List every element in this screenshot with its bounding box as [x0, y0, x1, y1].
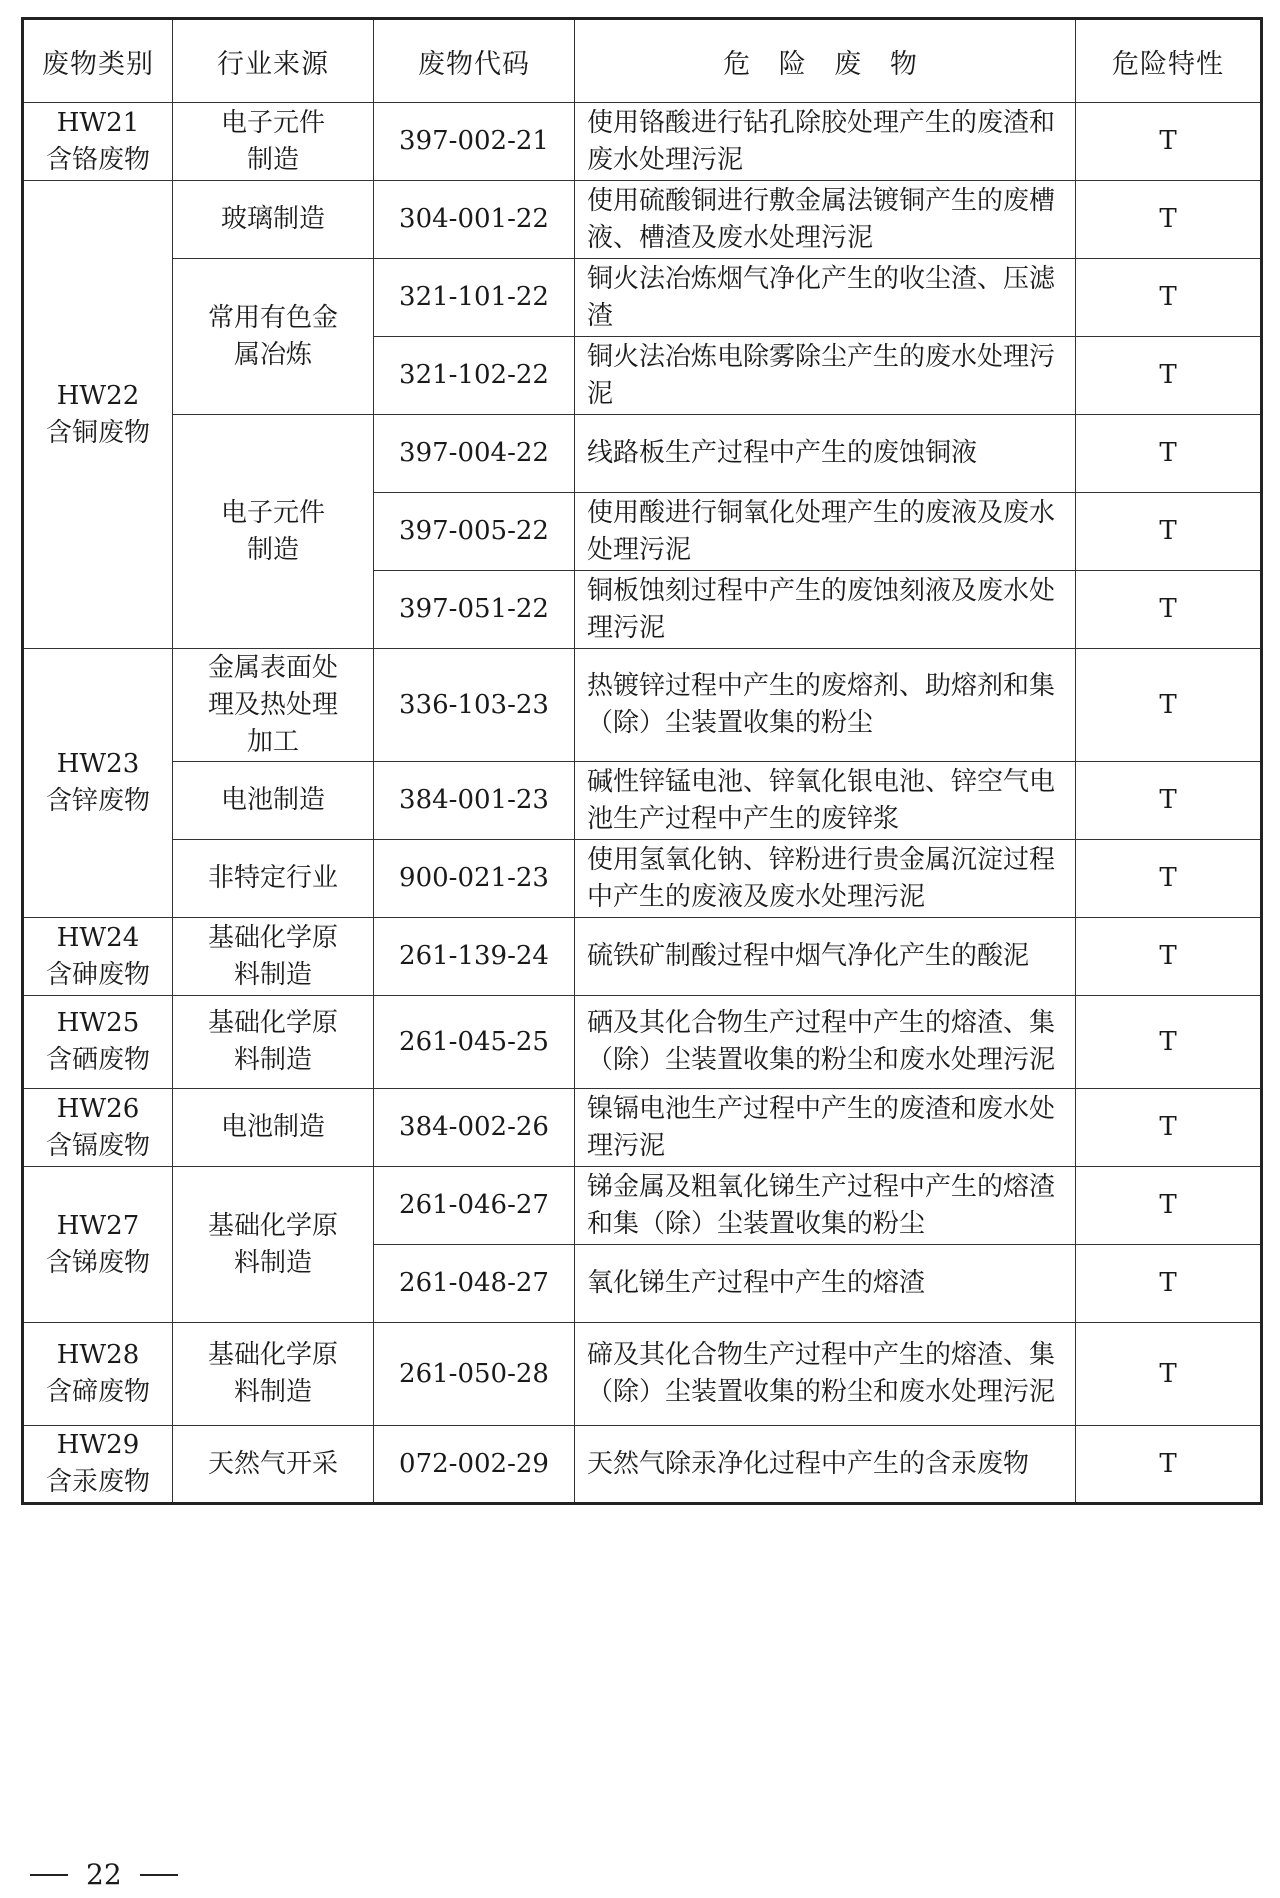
waste-category-cell	[23, 1089, 173, 1167]
hazardous-waste-description-cell: 使用氢氧化钠、锌粉进行贵金属沉淀过程中产生的废液及废水处理污泥	[575, 840, 1076, 918]
header-waste-category: 废物类别	[23, 19, 173, 103]
table-row	[23, 1089, 1262, 1167]
industry-source-text: 电池制造	[220, 1112, 325, 1142]
hazardous-waste-description-cell: 锑金属及粗氧化锑生产过程中产生的熔渣和集（除）尘装置收集的粉尘	[575, 1167, 1076, 1245]
table-row	[23, 259, 1262, 337]
hazardous-waste-description-cell: 镍镉电池生产过程中产生的废渣和废水处理污泥	[575, 1089, 1076, 1167]
hazardous-waste-description-cell: 使用铬酸进行钻孔除胶处理产生的废渣和废水处理污泥	[575, 103, 1076, 181]
hazard-property-cell: T	[1076, 415, 1262, 493]
table-row	[23, 918, 1262, 996]
waste-code-cell: 072-002-29	[374, 1426, 575, 1504]
industry-source-text: 电子元件 制造	[220, 107, 325, 175]
hazardous-waste-description-cell: 硫铁矿制酸过程中烟气净化产生的酸泥	[575, 918, 1076, 996]
page-number: 22	[86, 1858, 122, 1891]
hazardous-waste-table	[21, 17, 1263, 1505]
waste-category-cell	[23, 1426, 173, 1504]
waste-category-cell	[23, 1167, 173, 1323]
table-row	[23, 415, 1262, 493]
industry-source-text: 常用有色金 属冶炼	[207, 302, 338, 370]
industry-source-cell	[173, 1089, 374, 1167]
waste-category-text: HW22 含铜废物	[45, 380, 150, 448]
hazardous-waste-description-cell: 铜火法冶炼烟气净化产生的收尘渣、压滤渣	[575, 259, 1076, 337]
waste-code-cell: 261-045-25	[374, 996, 575, 1089]
hazard-property-cell: T	[1076, 259, 1262, 337]
hazard-property-cell: T	[1076, 1323, 1262, 1426]
table-row	[23, 1167, 1262, 1245]
hazard-property-cell: T	[1076, 337, 1262, 415]
industry-source-text: 基础化学原 料制造	[207, 922, 338, 990]
waste-code-cell: 336-103-23	[374, 649, 575, 762]
industry-source-cell	[173, 103, 374, 181]
hazard-property-cell: T	[1076, 996, 1262, 1089]
table-header-row	[23, 19, 1262, 103]
industry-source-cell	[173, 762, 374, 840]
hazardous-waste-description-cell: 热镀锌过程中产生的废熔剂、助熔剂和集（除）尘装置收集的粉尘	[575, 649, 1076, 762]
industry-source-cell	[173, 1426, 374, 1504]
footer-dash-left	[30, 1874, 68, 1876]
header-hazardous-waste: 危 险 废 物	[575, 19, 1076, 103]
header-industry-source: 行业来源	[173, 19, 374, 103]
hazard-property-cell: T	[1076, 762, 1262, 840]
hazard-property-cell: T	[1076, 840, 1262, 918]
waste-code-cell: 397-004-22	[374, 415, 575, 493]
header-hazard-property: 危险特性	[1076, 19, 1262, 103]
industry-source-cell	[173, 649, 374, 762]
hazard-property-cell: T	[1076, 1245, 1262, 1323]
industry-source-cell	[173, 996, 374, 1089]
table-row	[23, 840, 1262, 918]
table-row	[23, 762, 1262, 840]
table-body	[23, 103, 1262, 1504]
waste-category-text: HW21 含铬废物	[45, 107, 150, 175]
hazard-property-cell: T	[1076, 918, 1262, 996]
industry-source-text: 电池制造	[220, 785, 325, 815]
hazard-property-cell: T	[1076, 571, 1262, 649]
waste-code-cell: 384-001-23	[374, 762, 575, 840]
hazardous-waste-description-cell: 天然气除汞净化过程中产生的含汞废物	[575, 1426, 1076, 1504]
waste-category-text: HW28 含碲废物	[45, 1340, 150, 1407]
hazardous-waste-description-cell: 碲及其化合物生产过程中产生的熔渣、集（除）尘装置收集的粉尘和废水处理污泥	[575, 1323, 1076, 1426]
hazard-property-cell: T	[1076, 1089, 1262, 1167]
hazardous-waste-description-cell: 使用硫酸铜进行敷金属法镀铜产生的废槽液、槽渣及废水处理污泥	[575, 181, 1076, 259]
waste-code-cell: 261-048-27	[374, 1245, 575, 1323]
industry-source-text: 天然气开采	[207, 1448, 338, 1479]
industry-source-text: 金属表面处 理及热处理 加工	[207, 652, 338, 757]
waste-category-cell	[23, 649, 173, 918]
waste-category-cell	[23, 103, 173, 181]
waste-category-cell	[23, 996, 173, 1089]
hazard-property-cell: T	[1076, 649, 1262, 762]
industry-source-text: 基础化学原 料制造	[207, 1340, 338, 1407]
industry-source-cell	[173, 1167, 374, 1323]
hazardous-waste-description-cell: 铜火法冶炼电除雾除尘产生的废水处理污泥	[575, 337, 1076, 415]
waste-category-text: HW25 含硒废物	[45, 1008, 150, 1075]
page-footer	[30, 1858, 178, 1891]
industry-source-text: 电子元件 制造	[220, 497, 325, 565]
hazard-property-cell: T	[1076, 181, 1262, 259]
waste-code-cell: 397-005-22	[374, 493, 575, 571]
hazard-property-cell: T	[1076, 1426, 1262, 1504]
waste-code-cell: 900-021-23	[374, 840, 575, 918]
waste-code-cell: 397-051-22	[374, 571, 575, 649]
waste-category-cell	[23, 181, 173, 649]
waste-code-cell: 321-102-22	[374, 337, 575, 415]
hazardous-waste-description-cell: 氧化锑生产过程中产生的熔渣	[575, 1245, 1076, 1323]
industry-source-cell	[173, 840, 374, 918]
header-waste-code: 废物代码	[374, 19, 575, 103]
hazardous-waste-description-cell: 碱性锌锰电池、锌氧化银电池、锌空气电池生产过程中产生的废锌浆	[575, 762, 1076, 840]
hazardous-waste-description-cell: 使用酸进行铜氧化处理产生的废液及废水处理污泥	[575, 493, 1076, 571]
hazard-property-cell: T	[1076, 103, 1262, 181]
waste-code-cell: 261-050-28	[374, 1323, 575, 1426]
hazard-property-cell: T	[1076, 1167, 1262, 1245]
waste-category-text: HW27 含锑废物	[45, 1210, 150, 1278]
waste-category-text: HW29 含汞废物	[45, 1430, 150, 1497]
industry-source-cell	[173, 918, 374, 996]
table-row	[23, 1323, 1262, 1426]
table-row	[23, 996, 1262, 1089]
waste-code-cell: 397-002-21	[374, 103, 575, 181]
waste-code-cell: 321-101-22	[374, 259, 575, 337]
industry-source-text: 非特定行业	[207, 863, 338, 893]
table-row	[23, 649, 1262, 762]
waste-category-text: HW24 含砷废物	[45, 922, 150, 990]
industry-source-text: 基础化学原 料制造	[207, 1210, 338, 1278]
waste-code-cell: 384-002-26	[374, 1089, 575, 1167]
industry-source-cell	[173, 181, 374, 259]
industry-source-text: 玻璃制造	[220, 204, 325, 234]
hazardous-waste-description-cell: 铜板蚀刻过程中产生的废蚀刻液及废水处理污泥	[575, 571, 1076, 649]
waste-code-cell: 261-139-24	[374, 918, 575, 996]
hazard-property-cell: T	[1076, 493, 1262, 571]
footer-dash-right	[140, 1874, 178, 1876]
industry-source-cell	[173, 415, 374, 649]
table-row	[23, 181, 1262, 259]
waste-code-cell: 261-046-27	[374, 1167, 575, 1245]
table-row	[23, 1426, 1262, 1504]
industry-source-cell	[173, 1323, 374, 1426]
industry-source-cell	[173, 259, 374, 415]
waste-category-text: HW26 含镉废物	[45, 1093, 150, 1161]
hazardous-waste-description-cell: 线路板生产过程中产生的废蚀铜液	[575, 415, 1076, 493]
table-row	[23, 103, 1262, 181]
waste-code-cell: 304-001-22	[374, 181, 575, 259]
industry-source-text: 基础化学原 料制造	[207, 1008, 338, 1075]
hazardous-waste-description-cell: 硒及其化合物生产过程中产生的熔渣、集（除）尘装置收集的粉尘和废水处理污泥	[575, 996, 1076, 1089]
waste-category-text: HW23 含锌废物	[45, 749, 150, 816]
waste-category-cell	[23, 918, 173, 996]
waste-category-cell	[23, 1323, 173, 1426]
